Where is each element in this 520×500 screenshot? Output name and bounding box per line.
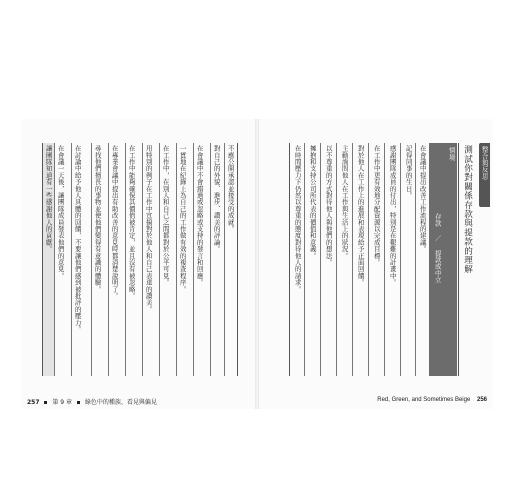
table-row [160, 143, 171, 376]
chapter-title: 綠色中的種族、看見與偏見 [84, 399, 157, 406]
row-text: 在專業會議中提出有助改善的意見時都清楚說明了。 [110, 145, 119, 300]
chapter-label: 第 9 章 [52, 399, 73, 406]
row-text: 讓團隊知道有一些感謝他人的貢獻。 [44, 145, 53, 253]
table-row [55, 143, 66, 376]
row-text: 用特別的例子在工作中宣揚對於他人和自己表達的讚美。 [144, 145, 153, 313]
page-number: 256 [476, 397, 487, 403]
table-row [211, 143, 222, 376]
running-title: Red, Green, and Sometimes Beige [377, 397, 471, 403]
right-page [257, 119, 493, 409]
table-row [194, 143, 205, 376]
row-divider [352, 143, 353, 376]
right-footer [377, 397, 487, 403]
row-text: 感謝團隊成員的付出，特別是在艱難的計畫中。 [388, 145, 397, 286]
table-row [292, 143, 303, 376]
row-divider [304, 143, 305, 376]
row-text: 在工作中更有效地分配資源以完成目標。 [372, 145, 381, 266]
table-row [126, 143, 137, 376]
row-text: 在工作中，在別人和自己之間都對於公平可見。 [161, 145, 170, 286]
table-row [43, 143, 54, 376]
table-row [177, 143, 188, 376]
right-table [289, 143, 459, 376]
table-row [387, 143, 398, 376]
table-header-deposit: 存款 ／ 提款或中立 [433, 213, 442, 284]
table-row [403, 143, 414, 376]
row-text: 在討論中給予他人具體的回饋，不要讓他們感到被批評的壓力。 [73, 145, 82, 333]
table-row [417, 143, 428, 376]
row-text: 不應公開承認並接受的成就。 [226, 145, 235, 233]
separator-square [44, 401, 47, 404]
table-header-situation: 情境 [447, 147, 456, 161]
row-text: 擁抱和支持公司所代表的價值和意義。 [308, 145, 317, 259]
row-text: 在會議一天後，讓團隊成員發表他們的意見。 [56, 145, 65, 279]
page-number: 257 [27, 399, 40, 406]
row-text: 尋找他們擅長的事物並使他們變得有意識的體驗。 [93, 145, 102, 293]
book-spread [21, 119, 493, 409]
table-row [109, 143, 120, 376]
left-footer [27, 397, 157, 406]
row-divider [384, 143, 385, 376]
row-divider [320, 143, 321, 376]
row-divider [415, 143, 416, 376]
table-row [143, 143, 154, 376]
left-page [21, 119, 257, 409]
row-text: 在工作中能夠確保其價值被肯定，並且沒有被忽略。 [127, 145, 136, 300]
section-tab: 整合與反思 [479, 143, 490, 207]
row-text: 以不尊重的方式對待他人與他們的想法。 [324, 145, 333, 266]
table-row [323, 143, 334, 376]
row-text: 對自己的外貌、進步、讚美的評論。 [212, 145, 221, 253]
table-row [225, 143, 236, 376]
row-text: 一貫地在紀錄上為自己的工作做有效的複查程序。 [178, 145, 187, 293]
table-row [72, 143, 83, 376]
row-divider [400, 143, 401, 376]
page-title: 測試你對關係存款與提款的理解 [462, 145, 473, 274]
table-row [339, 143, 350, 376]
separator-square [77, 401, 80, 404]
table-row [307, 143, 318, 376]
table-row [92, 143, 103, 376]
row-text: 主動詢問他人在工作與生活上的狀況。 [340, 145, 349, 259]
table-row [371, 143, 382, 376]
row-text: 在會議中不會錯過或忽略或支持的發言和回應。 [195, 145, 204, 286]
left-table [42, 143, 238, 376]
row-text: 對於他人在工作上的進展和表現給予正面回饋。 [356, 145, 365, 286]
row-divider [336, 143, 337, 376]
row-text: 在時間壓力下仍然以尊重的態度對待他人的請求。 [293, 145, 302, 293]
row-text: 記得同事的生日。 [404, 145, 413, 199]
row-text: 在會議中提出改善工作流程的建議。 [418, 145, 427, 253]
row-divider [368, 143, 369, 376]
table-row [355, 143, 366, 376]
